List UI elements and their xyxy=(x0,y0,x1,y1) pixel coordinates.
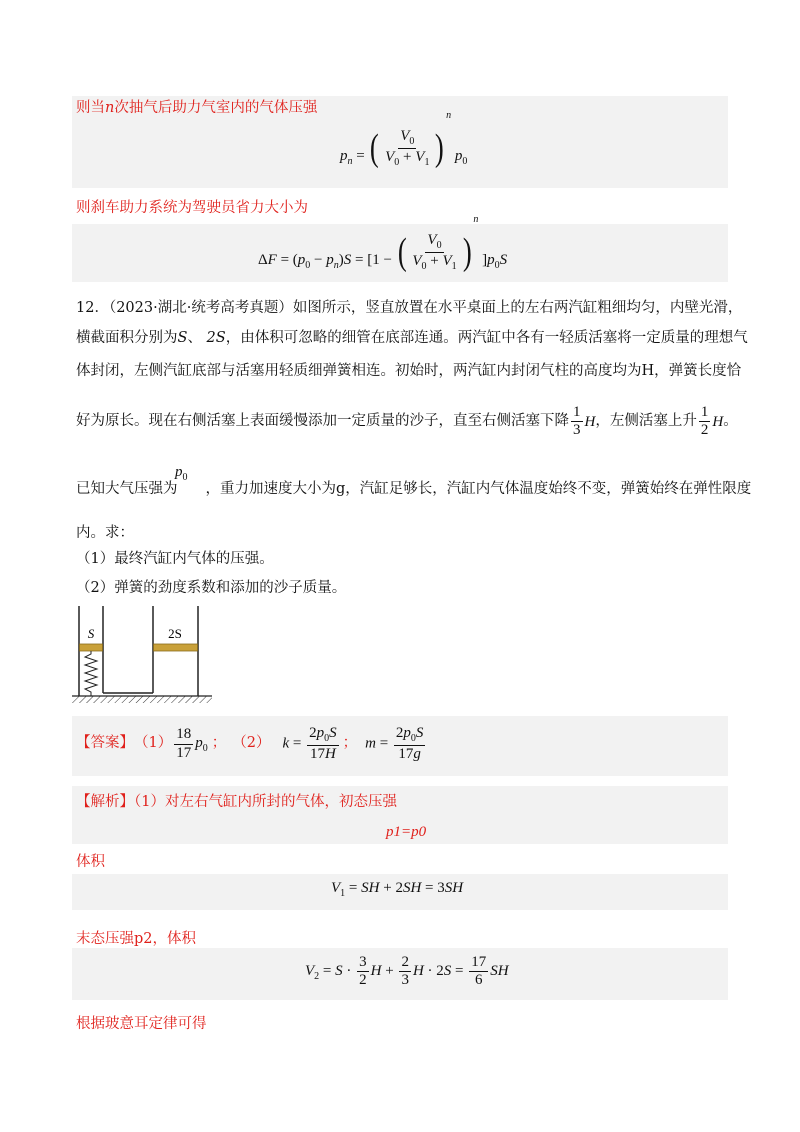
spring xyxy=(85,651,97,696)
right-area-label: 2S xyxy=(168,626,182,641)
boyle-law-line: 根据玻意耳定律可得 xyxy=(76,1016,207,1032)
ground-hatch xyxy=(72,696,212,703)
formula-deltaF: $\Delta F = (p_0 - p_n)S = [1$ − ( $\frac{V_0}{V_0 + V_1}$ ) $^n$ ]$p_0S$ xyxy=(258,214,508,273)
left-area-label: S xyxy=(87,626,95,641)
initial-pressure-eq: p1=p0 xyxy=(386,824,427,840)
volume-label: 体积 xyxy=(76,854,105,870)
answer-spring-constant: k = $\frac{2p_0S}{17H}$ xyxy=(282,725,337,762)
fraction-one-half: $\frac{1}{2}$ xyxy=(700,404,709,439)
left-piston xyxy=(80,644,103,651)
formula-pn: $p_n$ = ( $\frac{V_0}{V_0 + V_1}$ ) $^n$ $p_0$ xyxy=(340,110,468,169)
problem-line-4: 好为原长。现在右侧活塞上表面缓慢添加一定质量的沙子，直至右侧活塞下降 $\frac{1}{3}$ H ，左侧活塞上升 $\frac{1}{2}$ H 。 xyxy=(76,404,738,439)
question-2: （2）弹簧的劲度系数和添加的沙子质量。 xyxy=(76,580,347,596)
answer-line: 【答案】 （1） $\frac{18}{17}$ $p_0$ ； （2） k = $\frac{2p_0S}{17H}$ ； m = $\frac{2p_0S}{17g}$ xyxy=(76,722,427,766)
block1-intro: 则当n次抽气后助力气室内的气体压强 xyxy=(76,100,318,116)
analysis-tag: 【解析】 xyxy=(76,794,134,810)
formula-v2: $V_2 = S$ · $\frac{3}{2}$ H + $\frac{2}{3}$ H · 2S = $\frac{17}{6}$ SH xyxy=(305,954,509,989)
problem-line-2: 横截面积分别为S、 2S，由体积可忽略的细管在底部连通。两汽缸中各有一轻质活塞将一定质量的理想气 xyxy=(76,330,748,346)
question-1: （1）最终汽缸内气体的压强。 xyxy=(76,551,274,567)
analysis-line-1: 【解析】（1）对左右气缸内所封的气体，初态压强 xyxy=(76,794,397,810)
problem-line-5: 已知大气压强为 ，重力加速度大小为g，汽缸足够长，汽缸内气体温度始终不变，弹簧始终在弹性限度 xyxy=(76,481,752,497)
final-pressure-label: 末态压强p2，体积 xyxy=(76,931,197,947)
problem-line-3: 体封闭，左侧汽缸底部与活塞用轻质细弹簧相连。初始时，两汽缸内封闭气柱的高度均为H，弹簧长度恰 xyxy=(76,363,742,379)
right-piston xyxy=(154,644,198,651)
cylinder-figure xyxy=(72,604,212,706)
problem-line-1: 12．（2023·湖北·统考高考真题）如图所示，竖直放置在水平桌面上的左右两汽缸粗细均匀，内壁光滑， xyxy=(76,300,743,316)
answer-pressure: $\frac{18}{17}$ $p_0$ xyxy=(176,726,208,761)
formula-v1: $V_1$ = SH + 2SH = 3SH xyxy=(331,880,464,899)
block2-intro: 则刹车助力系统为驾驶员省力大小为 xyxy=(76,200,308,216)
p0-symbol: $p_0$ xyxy=(175,464,188,483)
answer-tag: 【答案】 xyxy=(76,735,134,752)
answer-sand-mass: m = $\frac{2p_0S}{17g}$ xyxy=(365,725,424,762)
fraction-one-third: $\frac{1}{3}$ xyxy=(573,404,581,439)
problem-line-6: 内。求： xyxy=(76,525,134,541)
